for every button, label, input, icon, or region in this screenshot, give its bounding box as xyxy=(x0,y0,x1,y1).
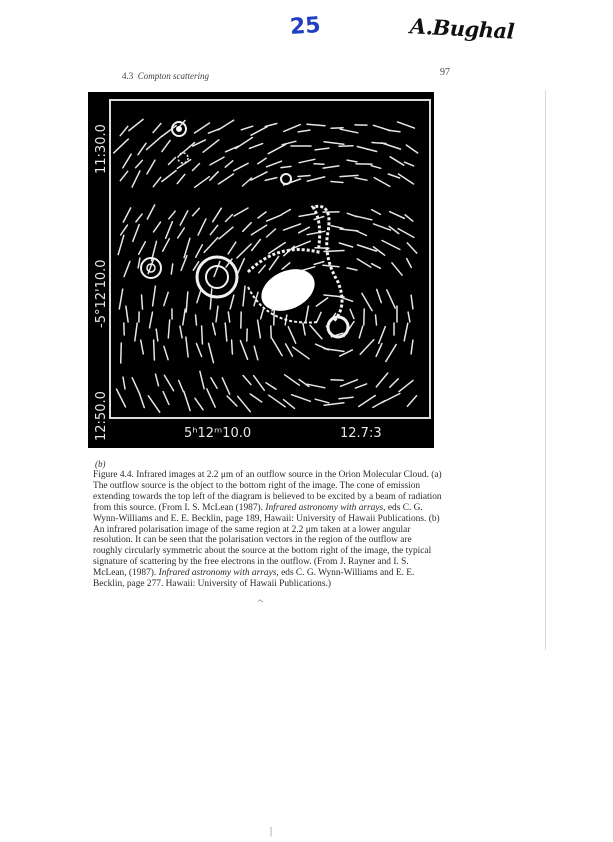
page-number: 97 xyxy=(440,67,450,78)
polarisation-vector xyxy=(285,375,300,385)
polarisation-vector xyxy=(196,245,203,257)
polarisation-vector xyxy=(269,395,285,407)
polarisation-image xyxy=(88,92,434,448)
polarisation-vector xyxy=(399,174,414,184)
polarisation-vector xyxy=(404,162,413,166)
polarisation-vector xyxy=(169,158,176,165)
x-tick-label: 12.7:3 xyxy=(340,426,382,441)
polarisation-vector xyxy=(186,292,188,312)
polarisation-vector xyxy=(358,245,377,251)
polarisation-vector xyxy=(219,174,234,184)
polarisation-vector xyxy=(392,263,402,275)
polarisation-vector xyxy=(339,146,353,147)
polarisation-vector xyxy=(293,347,309,359)
polarisation-vector xyxy=(399,380,413,391)
polarisation-vector xyxy=(360,340,374,355)
polarisation-vector xyxy=(136,160,143,167)
polarisation-vector xyxy=(272,338,282,355)
handwritten-name: A.Bughal xyxy=(409,13,515,44)
polarisation-vector xyxy=(226,215,233,222)
polarisation-vector xyxy=(156,374,159,386)
polarisation-vector xyxy=(209,343,214,362)
polarisation-vector xyxy=(140,394,145,407)
polarisation-vector xyxy=(237,244,251,258)
polarisation-vector xyxy=(405,215,413,221)
polarisation-vector xyxy=(207,389,215,407)
polarisation-vector xyxy=(236,138,253,149)
polarisation-vector xyxy=(269,256,278,269)
polarisation-vector xyxy=(315,148,329,150)
polarisation-vector xyxy=(310,325,322,339)
polarisation-vector xyxy=(200,371,204,388)
polarisation-vector xyxy=(355,178,367,180)
polarisation-vector xyxy=(374,178,390,187)
polarisation-vector xyxy=(307,384,325,388)
polarisation-vector xyxy=(282,263,290,269)
polarisation-vector xyxy=(347,160,357,162)
polarisation-vector xyxy=(359,396,376,407)
polarisation-vector xyxy=(164,292,168,305)
running-head xyxy=(122,71,209,81)
polarisation-vector xyxy=(376,373,387,387)
scan-edge xyxy=(545,90,546,650)
polarisation-vector xyxy=(251,172,267,180)
polarisation-vector xyxy=(251,127,267,135)
polarisation-vector xyxy=(156,329,158,341)
polarisation-vector xyxy=(219,227,233,239)
polarisation-vector xyxy=(339,243,352,247)
polarisation-vector xyxy=(138,258,140,268)
polarisation-vector xyxy=(406,145,417,153)
polarisation-vector xyxy=(292,395,311,402)
polarisation-vector xyxy=(166,222,173,239)
figure-caption xyxy=(93,470,443,590)
polarisation-vector xyxy=(225,323,227,341)
polarisation-vector xyxy=(251,225,266,235)
polarisation-vector xyxy=(114,139,129,153)
polarisation-vector xyxy=(132,171,140,187)
polarisation-vector xyxy=(390,212,405,219)
polarisation-vector xyxy=(234,208,248,216)
scan-mark: | xyxy=(270,826,273,837)
polarisation-vector xyxy=(216,306,218,322)
polarisation-vector xyxy=(407,243,417,253)
caption-citation-title: Infrared astronomy with arrays xyxy=(265,502,384,513)
polarisation-vector xyxy=(163,239,170,251)
polarisation-vector xyxy=(184,238,190,257)
polarisation-vector xyxy=(261,309,264,319)
polarisation-vector xyxy=(298,176,310,177)
polarisation-vector xyxy=(254,292,258,305)
polarisation-vector xyxy=(234,163,248,170)
polarisation-vector xyxy=(407,396,416,406)
polarisation-vector xyxy=(198,219,206,235)
polarisation-vector xyxy=(117,389,126,407)
polarisation-vector xyxy=(386,345,396,362)
polarisation-vector xyxy=(195,123,210,133)
polarisation-vector xyxy=(119,289,122,309)
polarisation-vector xyxy=(147,160,155,174)
polarisation-vector xyxy=(265,124,277,127)
polarisation-vector xyxy=(210,225,217,234)
polarisation-vector xyxy=(398,122,415,128)
polarisation-vector xyxy=(258,320,261,338)
polarisation-vector xyxy=(179,381,184,392)
polarisation-vector xyxy=(259,265,265,273)
polarisation-vector xyxy=(210,289,211,309)
polarisation-vector xyxy=(324,142,344,145)
polarisation-vector xyxy=(121,343,122,363)
polarisation-vector xyxy=(359,326,362,338)
polarisation-vector xyxy=(123,377,125,389)
polarisation-vector xyxy=(138,143,146,154)
polarisation-vector xyxy=(228,312,229,322)
polarisation-vector xyxy=(357,147,376,152)
polarisation-vector xyxy=(355,384,366,388)
polarisation-vector xyxy=(356,216,372,220)
polarisation-vector xyxy=(243,178,252,186)
polarisation-vector xyxy=(316,298,327,306)
polarisation-vector xyxy=(218,120,233,130)
polarisation-vector xyxy=(266,383,276,390)
polarisation-vector xyxy=(193,208,200,215)
polarisation-vector xyxy=(162,171,176,182)
polarisation-vector xyxy=(340,129,358,133)
polarisation-vector xyxy=(193,164,200,171)
polarisation-vector xyxy=(374,224,391,230)
polarisation-vector xyxy=(371,166,381,169)
polarisation-vector xyxy=(210,157,224,165)
polarisation-vector xyxy=(196,315,197,325)
polarisation-vector xyxy=(243,223,251,232)
polarisation-vector xyxy=(281,166,291,167)
polarisation-vector xyxy=(243,376,251,385)
polarisation-vector xyxy=(213,323,216,335)
polarisation-vector xyxy=(324,251,344,252)
caption-citation-title: Infrared astronomy with arrays xyxy=(158,568,277,579)
polarisation-vector xyxy=(118,235,124,254)
polarisation-vector xyxy=(178,228,185,238)
polarisation-vector xyxy=(153,286,156,306)
polarisation-vector xyxy=(202,326,203,344)
polarisation-vector xyxy=(286,344,293,356)
caption-text: , eds C. G. Wynn-Williams and E. E. Becklin, page 277. Hawaii: University of Hawaii Publications.) xyxy=(93,568,415,590)
polarisation-vector xyxy=(126,306,128,322)
polarisation-vector xyxy=(171,264,172,274)
polarisation-vector xyxy=(204,238,218,253)
polarisation-vector xyxy=(250,394,261,402)
polarisation-vector xyxy=(142,295,143,309)
polarisation-vector xyxy=(124,262,130,277)
polarisation-map xyxy=(88,92,434,448)
polarisation-vector xyxy=(162,140,170,151)
polarisation-vector xyxy=(298,130,310,132)
polarisation-vector xyxy=(147,205,154,219)
polarisation-vector xyxy=(390,157,404,165)
polarisation-vector xyxy=(195,177,210,188)
polarisation-vector xyxy=(238,259,245,274)
polarisation-vector xyxy=(377,289,382,302)
polarisation-vector xyxy=(227,396,237,406)
polarisation-vector xyxy=(382,143,401,149)
polarisation-vector xyxy=(388,174,399,178)
polarisation-vector xyxy=(350,309,354,318)
polarisation-vector xyxy=(120,171,127,180)
polarisation-vector xyxy=(168,320,169,338)
polarisation-vector xyxy=(169,211,175,219)
polarisation-vector xyxy=(267,229,276,237)
polarisation-vector xyxy=(408,312,410,322)
polarisation-vector xyxy=(379,327,386,344)
polarisation-vector xyxy=(240,341,247,360)
polarisation-vector xyxy=(225,161,233,167)
polarisation-vector xyxy=(390,379,398,387)
polarisation-vector xyxy=(141,340,144,354)
polarisation-vector xyxy=(184,392,190,411)
polarisation-vector xyxy=(267,215,282,221)
polarisation-vector xyxy=(148,396,159,412)
polarisation-vector xyxy=(331,380,343,381)
polarisation-vector xyxy=(196,344,201,357)
polarisation-vector xyxy=(210,172,218,181)
polarisation-vector xyxy=(135,323,137,341)
polarisation-vector xyxy=(299,159,315,162)
polarisation-vector xyxy=(282,141,296,144)
polarisation-vector xyxy=(382,241,400,250)
polarisation-vector xyxy=(356,231,367,236)
polarisation-vector xyxy=(407,259,412,268)
polarisation-vector xyxy=(299,214,315,217)
polarisation-vector xyxy=(214,262,220,277)
polarisation-vector xyxy=(411,295,413,309)
polarisation-vector xyxy=(258,158,266,164)
polarisation-vector xyxy=(180,211,188,225)
polarisation-vector xyxy=(129,119,143,130)
polarisation-vector xyxy=(164,375,173,390)
polarisation-vector xyxy=(147,136,162,149)
polarisation-vector xyxy=(382,394,400,403)
polarisation-vector xyxy=(213,208,222,222)
polarisation-vector xyxy=(150,312,153,328)
polarisation-vector xyxy=(339,397,353,399)
caption-text: Figure 4.4. Infrared images at 2.2 μm of an outflow source in the Orion Molecular Cloud. (a) The outflow source is the object to the bottom right of the image. The cone of emission extending towards the top left of the diagram is believed to be excited by a beam of radiation from this source. (From I. S. McLean (1987). xyxy=(93,470,442,513)
polarisation-vector xyxy=(314,262,324,265)
polarisation-vector xyxy=(404,323,408,341)
polarisation-vector xyxy=(136,214,142,222)
polarisation-vector xyxy=(180,326,182,338)
polarisation-vector xyxy=(331,182,343,183)
polarisation-vector xyxy=(376,344,382,357)
polarisation-vector xyxy=(230,295,234,309)
polarisation-vector xyxy=(299,227,310,233)
polarisation-vector xyxy=(284,125,301,132)
polarisation-vector xyxy=(222,378,229,394)
polarisation-vector xyxy=(323,265,339,266)
polarisation-vector xyxy=(267,161,282,167)
y-tick-label: 11:30.0 xyxy=(94,124,109,174)
polarisation-vector xyxy=(203,140,219,152)
polarisation-vector xyxy=(154,340,155,360)
polarisation-vector xyxy=(398,229,414,238)
polarisation-vector xyxy=(303,323,305,335)
polarisation-vector xyxy=(132,378,140,394)
polarisation-vector xyxy=(288,327,295,343)
caption-text: , eds C. G. Wynn-Williams and E. E. Becklin, page 189, Hawaii: University of Hawaii Publications. (b) An infrared polarisation image of the same region at 2.2 μm taken at a lower angular resolution. It can be seen that the polarisation vectors in the region of the outflow are roughly circularly symmetric about the source at the bottom right of the image, the typical signature of scattering by the free electrons in the outflow. (From J. Rayner and I. S. McLean, (1987). xyxy=(93,502,440,579)
polarisation-vector xyxy=(254,376,265,391)
polarisation-vector xyxy=(323,166,339,168)
polarisation-vector xyxy=(123,154,131,168)
polarisation-vector xyxy=(372,210,381,215)
polarisation-vector xyxy=(153,177,160,186)
polarisation-vector xyxy=(282,210,291,215)
polarisation-vector xyxy=(232,340,233,354)
section-title: Compton scattering xyxy=(137,71,209,81)
polarisation-vector xyxy=(164,346,168,359)
scan-mark: ⌐ xyxy=(255,595,267,608)
polarisation-vector xyxy=(388,130,400,132)
polarisation-vector xyxy=(387,290,395,308)
polarisation-vector xyxy=(249,144,262,149)
polarisation-vector xyxy=(307,177,324,181)
polarisation-vector xyxy=(372,264,381,269)
polarisation-vector xyxy=(331,226,343,229)
polarisation-vector xyxy=(177,174,185,183)
polarisation-vector xyxy=(197,289,201,302)
section-number: 4.3 xyxy=(122,71,134,81)
polarisation-vector xyxy=(315,399,329,403)
polarisation-vector xyxy=(284,224,301,230)
x-tick-label: 5ʰ12ᵐ10.0 xyxy=(184,426,252,441)
polarisation-vector xyxy=(195,398,203,409)
polarisation-vector xyxy=(121,225,128,235)
polarisation-vector xyxy=(153,124,161,133)
polarisation-vector xyxy=(258,212,266,218)
polarisation-vector xyxy=(362,293,372,310)
polarisation-vector xyxy=(292,241,310,249)
polarisation-vector xyxy=(154,222,161,232)
polarisation-vector xyxy=(186,337,188,357)
polarisation-vector xyxy=(306,306,309,322)
polarisation-vector xyxy=(340,175,358,176)
polarisation-vector xyxy=(123,208,130,222)
panel-label: (b) xyxy=(95,459,106,469)
polarisation-vector xyxy=(133,225,139,242)
polarisation-vector xyxy=(238,396,251,411)
polarisation-vector xyxy=(307,124,325,126)
y-tick-label: -5°12'10.0 xyxy=(94,259,109,328)
polarisation-vector xyxy=(411,340,413,354)
polarisation-vector xyxy=(139,242,146,254)
polarisation-vector xyxy=(183,309,185,325)
polarisation-vector xyxy=(211,378,217,388)
polarisation-vector xyxy=(376,315,377,325)
polarisation-vector xyxy=(254,346,258,360)
polarisation-vector xyxy=(243,286,245,306)
y-tick-label: 12:50.0 xyxy=(94,391,109,441)
polarisation-vector xyxy=(307,231,325,234)
polarisation-vector xyxy=(228,242,236,254)
polarisation-vector xyxy=(163,392,169,405)
polarisation-vector xyxy=(268,144,286,153)
polarisation-vector xyxy=(347,213,356,216)
polarisation-vector xyxy=(347,268,357,270)
polarisation-vector xyxy=(317,312,321,321)
polarisation-vector xyxy=(265,178,277,181)
polarisation-vector xyxy=(357,259,371,267)
polarisation-vector xyxy=(252,240,261,251)
handwritten-number: 25 xyxy=(289,12,322,41)
polarisation-vector xyxy=(299,380,309,387)
polarisation-vector xyxy=(241,126,252,130)
polarisation-vector xyxy=(120,126,128,135)
